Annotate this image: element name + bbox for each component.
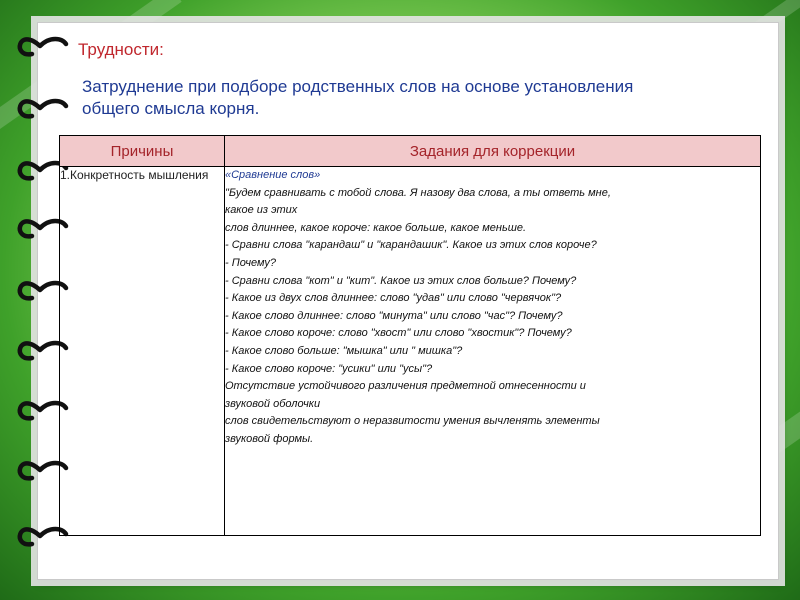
tasks-cell bbox=[225, 167, 761, 536]
subtitle-line: Затруднение при подборе родственных слов на основе установления bbox=[82, 77, 634, 96]
task-line: «Сравнение слов» bbox=[225, 169, 321, 181]
task-line: Отсутствие устойчивого различения предметной отнесенности и bbox=[225, 380, 586, 393]
subtitle-line: общего смысла корня. bbox=[82, 99, 260, 118]
task-line: - Сравни слова "кот" и "кит". Какое из этих слов больше? Почему? bbox=[225, 274, 577, 287]
task-line: - Какое слово короче: слово "хвост" или слово "хвостик"? Почему? bbox=[225, 327, 572, 340]
slide-subtitle bbox=[78, 76, 758, 120]
task-line: - Какое слово короче: "усики" или "усы"? bbox=[225, 362, 433, 375]
header-reasons: Причины bbox=[60, 136, 225, 167]
task-line: звуковой формы. bbox=[225, 432, 314, 445]
task-line: - Какое слово больше: "мышка" или " мишка"? bbox=[225, 344, 463, 357]
task-line: - Какое слово длиннее: слово "минута" или слово "час"? Почему? bbox=[225, 309, 563, 322]
task-line: "Будем сравнивать с тобой слова. Я назову два слова, а ты ответь мне, bbox=[225, 186, 611, 199]
reason-cell: 1.Конкретность мышления bbox=[60, 167, 225, 536]
task-line: - Какое из двух слов длиннее: слово "удав" или слово "червячок"? bbox=[225, 292, 562, 305]
tasks-list bbox=[225, 167, 760, 449]
task-line: звуковой оболочки bbox=[225, 397, 321, 410]
correction-table bbox=[59, 135, 761, 536]
header-tasks: Задания для коррекции bbox=[225, 136, 761, 167]
slide-title: Трудности: bbox=[78, 40, 164, 59]
task-line: - Почему? bbox=[225, 256, 277, 269]
task-line: слов свидетельствуют о неразвитости умения вычленять элементы bbox=[225, 415, 600, 428]
task-line: - Сравни слова "карандаш" и "карандашик". Какое из этих слов короче? bbox=[225, 239, 597, 252]
task-line: слов длиннее, какое короче: какое больше, какое меньше. bbox=[225, 221, 527, 234]
task-line: какое из этих bbox=[225, 204, 298, 217]
